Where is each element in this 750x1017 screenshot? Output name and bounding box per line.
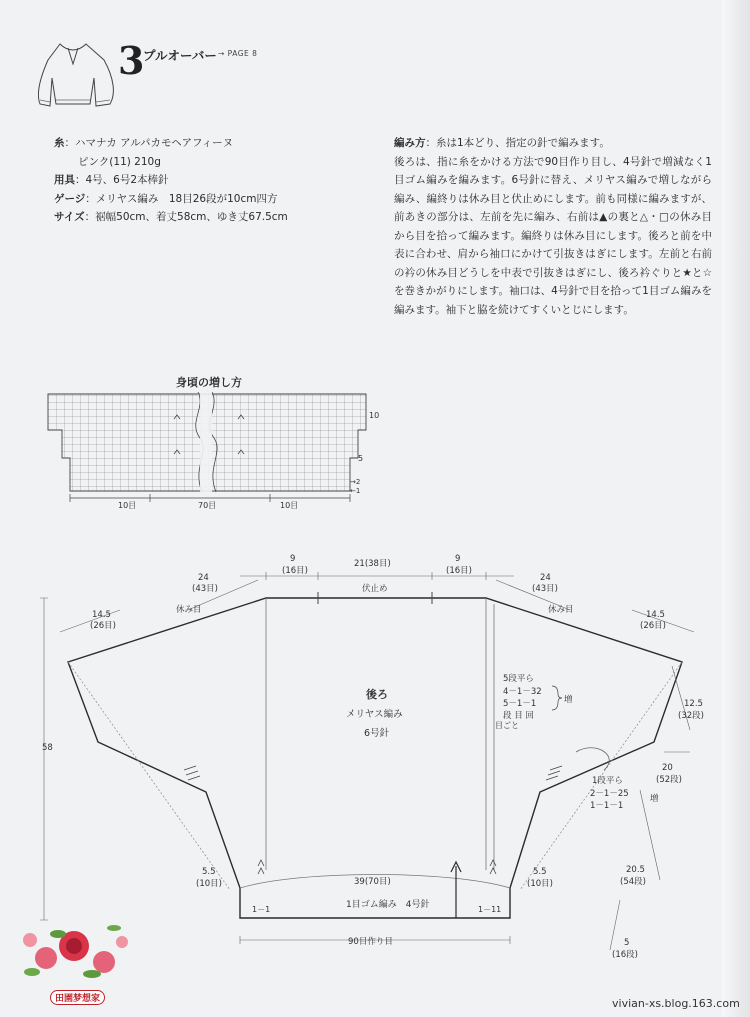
cast-on-label: 90目作り目 [348, 937, 393, 947]
sweater-thumbnail [38, 38, 118, 114]
chart-row-label-5: 5 [358, 454, 364, 463]
hem-center-width: 39(70目) [354, 877, 391, 887]
materials-block [54, 134, 288, 227]
top-right-sleeve: 14.5 [646, 610, 665, 620]
pattern-number: 3 [118, 38, 145, 83]
shaping-line-2: 5－1－1 [503, 699, 537, 709]
neck-right-width: 9 [455, 554, 461, 564]
top-left-sleeve: 14.5 [92, 610, 111, 620]
instructions-block [394, 134, 712, 319]
top-left-sleeve-stitches: (26目) [90, 621, 116, 631]
hem-left-width: 5.5 [202, 867, 216, 877]
page-edge [722, 0, 750, 1017]
rib-label: 1目ゴム編み 4号針 [346, 900, 430, 910]
sleeve-line-1: 2－1－25 [590, 789, 629, 799]
rib-left-note: 1－1 [252, 905, 271, 914]
yarn-label: 糸 [54, 137, 65, 149]
right-height-1-rows: (32段) [678, 711, 704, 721]
instructions-lead: ：糸は1本どり、指定の針で編みます。 [425, 137, 610, 149]
size-value: ：裾幅50cm、着丈58cm、ゆき丈67.5cm [84, 211, 288, 223]
panel-stitch: メリヤス編み [346, 709, 403, 720]
right-height-4-rows: (16段) [612, 950, 638, 960]
shaping-rows-flat: 5段平ら [503, 674, 534, 684]
right-height-3: 20.5 [626, 865, 645, 875]
rest-stitches-right: 休み目 [548, 605, 574, 615]
gauge-value: ：メリヤス編み 18目26段が10cm四方 [85, 192, 278, 205]
blog-url: vivian-xs.blog.163.com [612, 997, 740, 1010]
shaping-line-1: 4－1－32 [503, 687, 542, 697]
instructions-label: 編み方 [394, 137, 426, 149]
sleeve-increase: 増 [650, 794, 659, 804]
page-reference: → PAGE 8 [218, 49, 258, 58]
top-right-width-stitches: (43目) [532, 584, 558, 594]
increase-chart-title: 身頃の増し方 [176, 376, 242, 389]
gauge-label: ゲージ [54, 192, 86, 205]
shaping-vertical-note: 目ごと [495, 721, 519, 730]
chart-label-center: 70目 [198, 501, 217, 510]
top-right-sleeve-stitches: (26目) [640, 621, 666, 631]
hem-right-stitches: (10目) [527, 879, 553, 889]
chart-row-label-2: →2 [350, 478, 361, 486]
chart-row-label-10: 10 [369, 411, 380, 420]
watermark-label: 田園梦想家 [50, 990, 105, 1005]
tools-label: 用具 [54, 174, 75, 186]
shaping-increase: 増 [564, 695, 573, 705]
pattern-title: プルオーバー [143, 48, 217, 63]
sleeve-rows-flat: 1段平ら [592, 776, 623, 786]
rib-right-note: 1－11 [478, 905, 502, 914]
increase-chart [40, 388, 380, 518]
instructions-body: 後ろは、指に糸をかける方法で90目作り目し、4号針で増減なく1目ゴム編みを編みます。6号針に替え、メリヤス編みで増しながら編み、編終りは休み目と伏止めにします。前も同様に編みますが、前あきの部分は、左前を先に編み、右前は▲の裏と△・□の休み目から目を拾って編みます。編終りは休み目にします。後ろと前を中表に合わせ、肩から袖口にかけて引抜きはぎにします。左前と右前の衿の休み目どうしを中表で引抜きはぎにし、後ろ衿ぐりと★と☆を巻きかがりにします。袖口は、4号針で目を拾って1目ゴム編みを編みます。袖下と脇を続けてすくいとじにします。 [394, 155, 712, 316]
right-height-1: 12.5 [684, 699, 703, 709]
right-height-2-rows: (52段) [656, 775, 682, 785]
neck-left-stitches: (16目) [282, 566, 308, 576]
tools-value: ：4号、6号2本棒針 [75, 174, 169, 186]
panel-needle: 6号針 [364, 728, 390, 739]
sleeve-line-2: 1－1－1 [590, 801, 624, 811]
right-height-4: 5 [624, 938, 630, 948]
neck-left-width: 9 [290, 554, 296, 564]
yarn-value: ：ハマナカ アルパカモヘアフィーヌ [64, 137, 234, 149]
neck-right-stitches: (16目) [446, 566, 472, 576]
chart-row-label-1: ←1 [350, 487, 361, 495]
hem-left-stitches: (10目) [196, 879, 222, 889]
top-left-width: 24 [198, 573, 209, 583]
neck-center-width: 21(38目) [354, 559, 391, 569]
yarn-color: ピンク(11) 210g [78, 155, 161, 168]
right-height-3-rows: (54段) [620, 877, 646, 887]
hem-right-width: 5.5 [533, 867, 547, 877]
size-label: サイズ [54, 211, 85, 223]
rest-stitches-left: 休み目 [176, 605, 202, 615]
top-left-width-stitches: (43目) [192, 584, 218, 594]
total-length: 58 [42, 743, 53, 753]
chart-label-left: 10目 [118, 501, 137, 510]
right-height-2: 20 [662, 763, 673, 773]
back-panel-schematic [0, 540, 720, 960]
top-right-width: 24 [540, 573, 551, 583]
panel-name: 後ろ [366, 688, 388, 701]
shaping-legend: 段 目 回 [503, 711, 534, 721]
chart-label-right: 10目 [280, 501, 299, 510]
neck-bind-off: 伏止め [362, 584, 388, 594]
